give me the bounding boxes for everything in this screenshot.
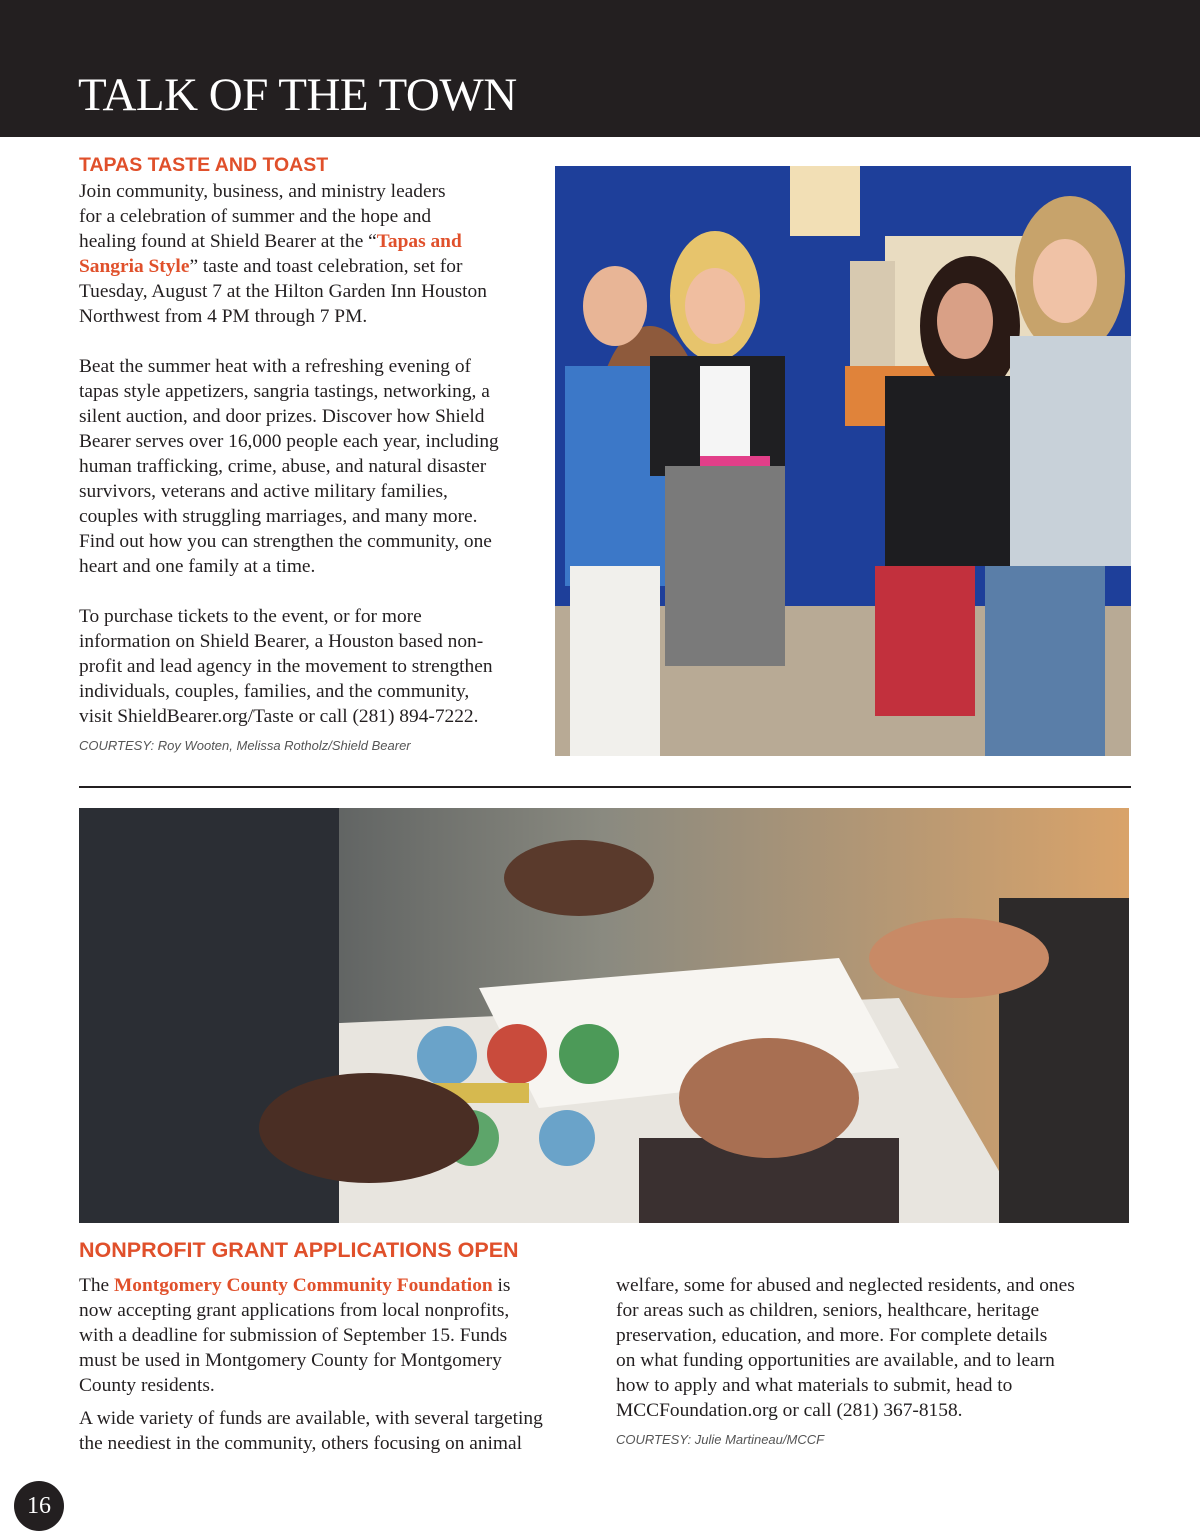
tapas-photo-credit: COURTESY: Roy Wooten, Melissa Rotholz/Shield Bearer [79,738,411,753]
text-line: Sangria Style” taste and toast celebration, set for [79,256,463,277]
text-line: Tuesday, August 7 at the Hilton Garden Inn Houston [79,281,487,302]
text-line: individuals, couples, families, and the community, [79,681,470,702]
text-line: information on Shield Bearer, a Houston based non- [79,631,484,652]
text-line: preservation, education, and more. For complete details [616,1325,1048,1346]
text-line: visit ShieldBearer.org/Taste or call (281) 894-7222. [79,706,479,727]
meeting-photo [79,808,1129,1223]
page-title: TALK OF THE TOWN [78,69,517,121]
tapas-event-link[interactable]: Tapas and [376,231,462,252]
text-line: tapas style appetizers, sangria tastings, networking, a [79,381,490,402]
text-line: Bearer serves over 16,000 people each year, including [79,431,499,452]
page-number: 16 [14,1481,64,1531]
event-photo [555,166,1131,756]
text-line: how to apply and what materials to submit, head to [616,1375,1013,1396]
text-line: human trafficking, crime, abuse, and natural disaster [79,456,487,477]
text-line: welfare, some for abused and neglected residents, and ones [616,1275,1075,1296]
text-line: To purchase tickets to the event, or for more [79,606,422,627]
text-line: survivors, veterans and active military families, [79,481,448,502]
text-line: for a celebration of summer and the hope and [79,206,432,227]
text-line: couples with struggling marriages, and many more. [79,506,478,527]
text-line: MCCFoundation.org or call (281) 367-8158. [616,1400,963,1421]
text-line: Join community, business, and ministry leaders [79,181,446,202]
text-line: Find out how you can strengthen the community, one [79,531,492,552]
text-line: Northwest from 4 PM through 7 PM. [79,306,368,327]
text-line: now accepting grant applications from local nonprofits, [79,1300,510,1321]
text-line: for areas such as children, seniors, healthcare, heritage [616,1300,1040,1321]
text-line: must be used in Montgomery County for Montgomery [79,1350,502,1371]
text-line: with a deadline for submission of September 15. Funds [79,1325,508,1346]
tapas-heading: TAPAS TASTE AND TOAST [79,154,329,176]
text-line: the neediest in the community, others focusing on animal [79,1433,523,1454]
foundation-link[interactable]: Montgomery County Community Foundation [114,1275,493,1296]
text-line: on what funding opportunities are available, and to learn [616,1350,1055,1371]
grant-heading: NONPROFIT GRANT APPLICATIONS OPEN [79,1238,519,1262]
text-line: A wide variety of funds are available, with several targeting [79,1408,543,1429]
text-line: Beat the summer heat with a refreshing evening of [79,356,471,377]
grant-body-col2 [616,1273,1075,1423]
text-line: The Montgomery County Community Foundation is [79,1275,511,1296]
text-line: healing found at Shield Bearer at the “Tapas and [79,231,462,252]
tapas-event-link-cont[interactable]: Sangria Style [79,256,190,277]
text-line: County residents. [79,1375,215,1396]
text-line: profit and lead agency in the movement to strengthen [79,656,493,677]
text-line: heart and one family at a time. [79,556,316,577]
text-line: silent auction, and door prizes. Discover how Shield [79,406,485,427]
grant-body-col1 [79,1273,543,1456]
grant-photo-credit: COURTESY: Julie Martineau/MCCF [616,1432,825,1447]
section-divider [79,786,1131,788]
tapas-body [79,179,499,729]
